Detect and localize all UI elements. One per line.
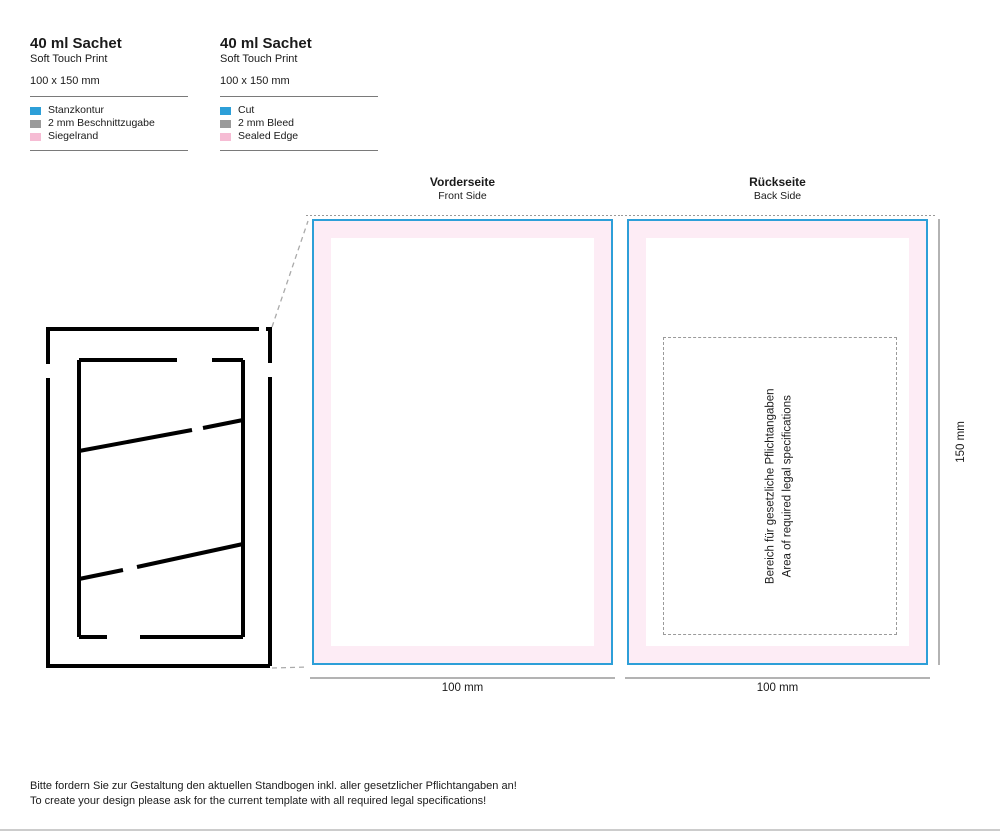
legend-item (220, 130, 378, 143)
front-side-header (312, 176, 613, 202)
panel-title: Rückseite (749, 175, 806, 189)
footer-note-de: Bitte fordern Sie zur Gestaltung den aktuellen Standbogen inkl. aller gesetzlicher Pflichtangaben an! (30, 780, 517, 792)
divider (220, 96, 378, 97)
footer-note-en: To create your design please ask for the current template with all required legal specifications! (30, 795, 487, 808)
legend-item-label: 2 mm Beschnittzugabe (48, 117, 155, 130)
panel-subtitle: Back Side (753, 189, 802, 202)
width-dimension-line-front (310, 677, 615, 679)
height-dimension-line (938, 219, 982, 665)
legend-english (220, 104, 378, 143)
bleed-dotted-line-front (306, 215, 620, 216)
dieline-thumbnail (44, 325, 272, 669)
back-side-header (627, 176, 928, 202)
legend-item-label: Siegelrand (48, 130, 99, 143)
spec-block-german (30, 36, 188, 151)
front-print-area (331, 238, 594, 646)
bleed-color-swatch (220, 120, 231, 128)
legal-area-line-de: Bereich für gesetzliche Pflichtangaben (764, 388, 777, 584)
product-size: 100 x 150 mm (30, 75, 100, 88)
panel-subtitle: Front Side (438, 189, 487, 202)
product-subtitle: Soft Touch Print (220, 52, 298, 65)
legend-item (220, 117, 378, 130)
legal-area-line-en: Area of required legal specifications (782, 394, 794, 578)
width-dimension-label-front: 100 mm (441, 682, 484, 694)
cut-color-swatch (30, 107, 41, 115)
legal-area-box (663, 337, 897, 635)
divider (220, 150, 378, 151)
product-title: 40 ml Sachet (30, 35, 122, 52)
back-panel-cut-outline (627, 219, 928, 665)
panel-title: Vorderseite (429, 175, 496, 189)
legend-item-label: Cut (238, 104, 255, 117)
sealed-edge-color-swatch (220, 133, 231, 141)
width-dimension-label-back: 100 mm (756, 682, 799, 694)
divider (30, 150, 188, 151)
legend-item-label: Stanzkontur (48, 104, 105, 117)
legal-area-text (763, 388, 798, 584)
bleed-color-swatch (30, 120, 41, 128)
legend-item-label: 2 mm Bleed (238, 117, 295, 130)
front-panel-cut-outline (312, 219, 613, 665)
height-dimension-label: 150 mm (954, 421, 967, 463)
legend-item (30, 130, 188, 143)
legend-item (220, 104, 378, 117)
bottom-divider (0, 829, 1000, 831)
legend-german (30, 104, 188, 143)
divider (30, 96, 188, 97)
product-size: 100 x 150 mm (220, 75, 290, 88)
cut-color-swatch (220, 107, 231, 115)
spec-block-english (220, 36, 378, 151)
sealed-edge-color-swatch (30, 133, 41, 141)
bleed-dotted-line-back (621, 215, 935, 216)
width-dimension-line-back (625, 677, 930, 679)
footer-note (30, 779, 517, 810)
product-subtitle: Soft Touch Print (30, 52, 108, 65)
legend-item (30, 104, 188, 117)
legend-item-label: Sealed Edge (238, 130, 299, 143)
legend-item (30, 117, 188, 130)
product-title: 40 ml Sachet (220, 35, 312, 52)
